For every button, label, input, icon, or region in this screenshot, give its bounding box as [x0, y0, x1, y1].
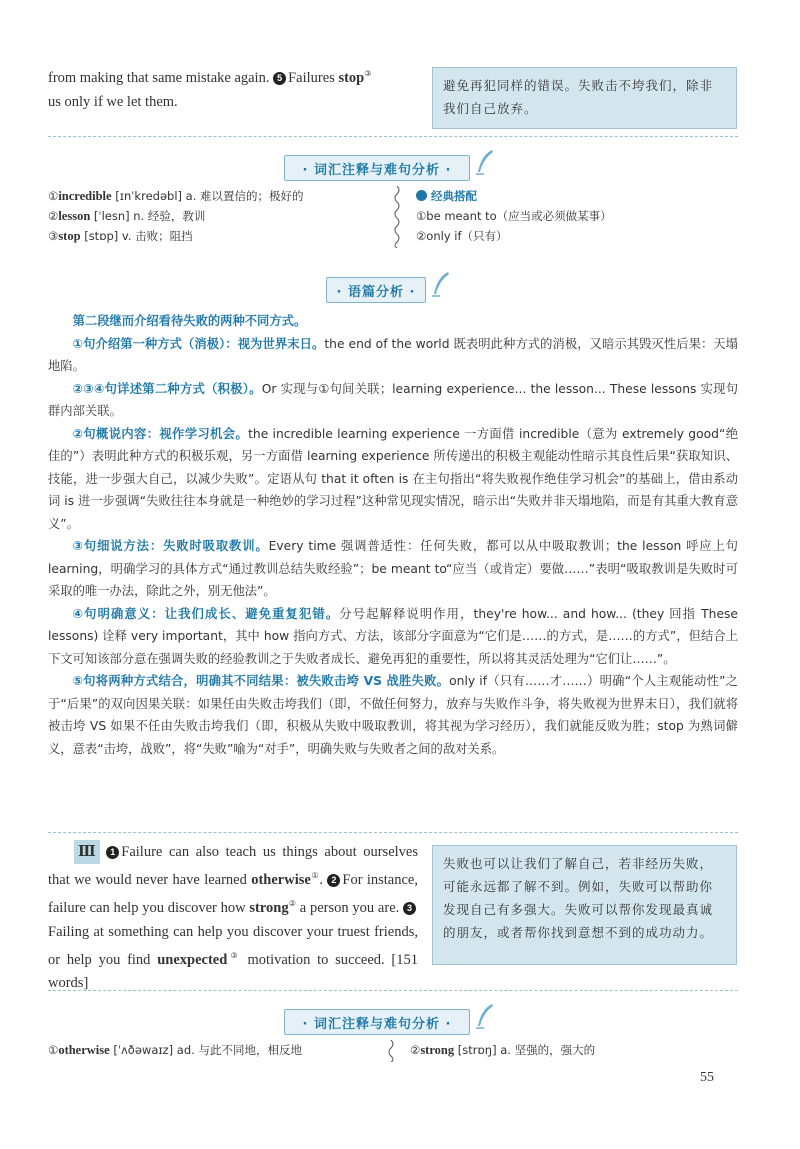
- quill-icon: [474, 148, 496, 176]
- top-line1-b: Failures: [288, 69, 335, 86]
- vocab-word-strong: strong: [249, 899, 289, 916]
- classic-title: 经典搭配: [431, 189, 477, 203]
- word-count: [151 words]: [48, 951, 419, 992]
- paragraph-roman-numeral: Ⅲ: [74, 840, 100, 864]
- paragraph-3-english: Ⅲ 1 Failure can also teach us things about ourselves that we would never have learned otherwise①. 2 For instance, failure can help you discover how strong② a person you are. 3Failing at something can help you discover your truest friends, or help you find unexpected③ motivation to succeed. [151 words]: [48, 840, 418, 995]
- vocab-list: [48, 186, 388, 246]
- wavy-divider: [386, 1040, 396, 1062]
- collocation-item: ①be meant to（应当或必须做某事）: [416, 209, 612, 223]
- analysis-para: ③句细说方法：失败时吸取教训。Every time 强调普适性：任何失败，都可以从中吸取教训；the lesson 呼应上句 learning，明确学习的具体方式“通过教训总结失败经验”；be meant to“应当（或肯定）要做……”表明“吸取教训是失败时可采取的唯一办法，除此之外，别无他法”。: [48, 539, 738, 598]
- quill-icon: [430, 270, 452, 298]
- wavy-divider: [392, 186, 402, 248]
- analysis-para: ②③④句详述第二种方式（积极）。Or 实现与①句间关联；learning experience... the lesson... These lessons 实现句群内部关联。: [48, 381, 738, 418]
- quill-icon: [474, 1002, 496, 1030]
- footnote-3: ③: [364, 69, 372, 78]
- collocation-item: ②only if（只有）: [416, 229, 508, 243]
- sentence-number-2: 2: [327, 874, 340, 887]
- top-chinese-translation: 避免再犯同样的错误。失败击不垮我们，除非我们自己放弃。: [432, 67, 737, 129]
- vocab-item: ①otherwise [ˈʌðəwaɪz] ad. 与此不同地，相反地: [48, 1043, 302, 1057]
- section-header-vocab-2: · 词汇注释与难句分析 ·: [284, 1009, 470, 1035]
- divider: [48, 990, 738, 991]
- vocab-word-stop: stop: [338, 69, 365, 86]
- top-line1-a: from making that same mistake again.: [48, 69, 270, 86]
- classic-collocations: [416, 186, 736, 246]
- sentence-number-1: 1: [106, 846, 119, 859]
- vocab-item: ②lesson [ˈlesn] n. 经验，教训: [48, 209, 206, 223]
- top-english-text: [48, 62, 418, 114]
- analysis-para: ①句介绍第一种方式（消极）：视为世界末日。the end of the world 既表明此种方式的消极，又暗示其毁灭性后果：天塌地陷。: [48, 336, 738, 373]
- analysis-intro: 第二段继而介绍看待失败的两种不同方式。: [72, 314, 307, 328]
- vocab-item: ③stop [stɒp] v. 击败；阻挡: [48, 229, 193, 243]
- vocab-word-otherwise: otherwise: [251, 871, 311, 888]
- discourse-analysis: [48, 310, 738, 760]
- analysis-para: ②句概说内容：视作学习机会。the incredible learning experience 一方面借 incredible（意为 extremely good“绝佳的”）表明此种方式的积极乐观，另一方面借 learning experience 所传递出的积极主观能动性暗示其良性后果“获取知识、技能，进一步强大自己，以减少失败”。定语从句 that it often is 在主句指出“将失败视作绝佳学习机会”的基础上，借由系动词 is 进一步强调“失败往往本身就是一种绝妙的学习过程”这种常见现实情况，暗示出“失败并非天塌地陷，而是有其重大教育意义”。: [48, 426, 738, 531]
- vocab-item: ②strong [strɒŋ] a. 坚强的，强大的: [410, 1043, 596, 1057]
- analysis-para: ⑤句将两种方式结合，明确其不同结果：被失败击垮 VS 战胜失败。only if（只有……才……）明确“个人主观能动性”之于“后果”的双向因果关联：如果任由失败击垮我们（即，不做任何努力，放弃与失败作斗争，将失败视为世界末日），我们就将被击垮 VS 如果不任由失败击垮我们（即，积极从失败中吸取教训，将其视为学习经历），我们就能反败为胜；stop 为熟词僻义，意表“击垮，战败”，将“失败”喻为“对手”，明确失败与失败者之间的敌对关系。: [48, 674, 738, 756]
- paragraph-3-chinese-translation: 失败也可以让我们了解自己，若非经历失败，可能永远都了解不到。例如，失败可以帮助你发现自己有多强大。失败可以帮你发现最真诚的朋友，或者帮你找到意想不到的成功动力。: [432, 845, 737, 965]
- bullet-icon: [416, 190, 427, 201]
- vocab-word-unexpected: unexpected: [157, 951, 228, 968]
- divider: [48, 136, 738, 137]
- section-header-vocab: · 词汇注释与难句分析 ·: [284, 155, 470, 181]
- page-number: 55: [700, 1070, 714, 1085]
- sentence-number-5: 5: [273, 72, 286, 85]
- analysis-para: ④句明确意义：让我们成长、避免重复犯错。分号起解释说明作用，they're how... and how... (they 回指 These lessons) 诠释 very important，其中 how 指向方式、方法，该部分字面意为“它们是……的方式，是……的方式”，但结合上下文可知该部分意在强调失败的经验教训之于失败者成长、避免再犯的重要性，所以将其灵活处理为“它们让……”。: [48, 606, 738, 666]
- section-header-discourse: · 语篇分析 ·: [326, 277, 426, 303]
- sentence-number-3: 3: [403, 902, 416, 915]
- top-line2: us only if we let them.: [48, 93, 178, 110]
- vocab-item: ①incredible [ɪnˈkredəbl] a. 难以置信的；极好的: [48, 189, 304, 203]
- divider: [48, 832, 738, 833]
